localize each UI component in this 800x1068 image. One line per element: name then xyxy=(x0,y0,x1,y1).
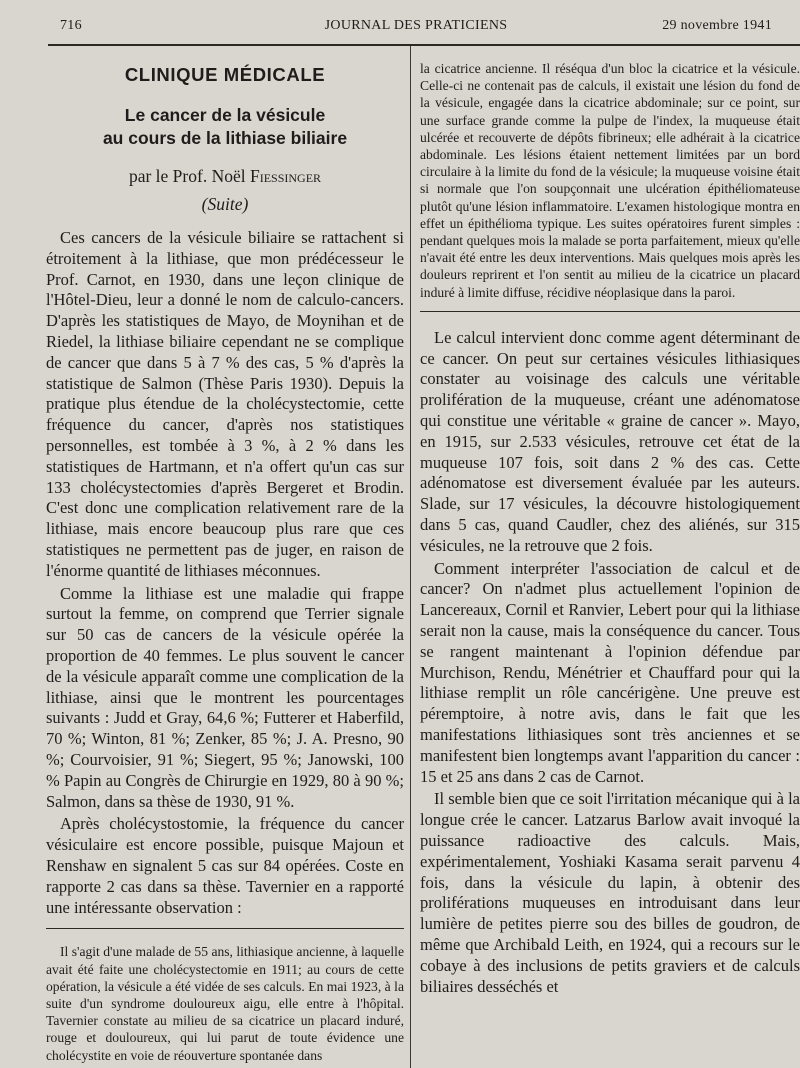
observation-end-rule xyxy=(420,311,800,312)
article-title-line-2: au cours de la lithiase biliaire xyxy=(102,128,348,148)
body-paragraph-3: Après cholécystostomie, la fréquence du cancer vésiculaire est encore possible, puisque Majoun et Renshaw en signalent 5 cas sur 84 opérées. Coste en rapporte 2 cas dans sa thèse. Tavernier en a rapporté une intéressante observation : xyxy=(46,814,404,917)
journal-title: JOURNAL DES PRATICIENS xyxy=(324,18,508,33)
byline-prefix: par le Prof. Noël xyxy=(128,166,246,186)
article-title xyxy=(46,104,404,150)
observation-rule xyxy=(46,928,404,929)
running-header xyxy=(60,18,772,40)
body-paragraph-6: Il semble bien que ce soit l'irritation mécanique qui à la longue crée le cancer. Latzarus Barlow avait invoqué la puissance radioactive des calculs. Mais, expérimentalement, Yoshiaki Kasama serait parvenu 4 fois, dans la vésicule du lapin, à obtenir des proliférations muqueuses en introduisant dans leur lumière de petites pierre sou des billes de goudron, de même que Archibald Leith, en 1924, qui a recours sur le cobaye à des inclusions de petits graviers et de calculs biliaires desséchés et xyxy=(420,789,800,996)
clinical-observation-continued: la cicatrice ancienne. Il réséqua d'un bloc la cicatrice et la vésicule. Celle-ci ne contenait pas de calculs, il existait une lésion du fond de la vésicule, engagée dans la cicatrice abdominale; sur ce point, sur une surface grande comme la pulpe de l'index, la muqueuse était ulcérée et recouverte de dépôts fibrineux; elle adhérait à la cicatrice abdominale. Les lésions étaient nettement limitées par un bord circulaire à la limite du fond de la vésicule; la muqueuse voisine était si normale que l'on soupçonnait une ulcération épithéliomateuse plutôt qu'une lésion inflammatoire. L'examen histologique montra en effet un épithélioma typique. Les suites opératoires furent simples : pendant quelques mois la malade se porta parfaitement, mieux qu'elle n'avait été entre les deux interventions. Mais quelques mois après les douleurs reprirent et l'on sentit au milieu de la cicatrice un placard induré à limite diffuse, récidive néoplasique dans la paroi. xyxy=(420,61,800,300)
byline xyxy=(46,166,404,190)
page-number: 716 xyxy=(60,18,82,33)
left-column xyxy=(46,56,404,1068)
issue-date: 29 novembre 1941 xyxy=(662,18,772,33)
byline-author: Fiessinger xyxy=(249,166,322,186)
column-divider xyxy=(410,46,411,1068)
continuation-note: (Suite) xyxy=(201,194,249,214)
body-paragraph-2: Comme la lithiase est une maladie qui frappe surtout la femme, on comprend que Terrier signale sur 50 cas de cancers de la vésicule opérée la proportion de 40 femmes. Le plus souvent le cancer de la vésicule apparaît comme une complication de la lithiase, ainsi que le montrent les pourcentages suivants : Judd et Gray, 64,6 %; Futterer et Haberfild, 70 %; Winton, 81 %; Zenker, 85 %; J. A. Presno, 90 %; Courvoisier, 91 %; Siegert, 95 %; Janowski, 100 % Papin au Congrès de Chirurgie en 1929, 80 à 90 %; Salmon, dans sa thèse de 1930, 91 %. xyxy=(46,583,404,811)
body-paragraph-4: Le calcul intervient donc comme agent déterminant de ce cancer. On peut sur certaines vésicules lithiasiques constater au voisinage des calculs une véritable prolifération de la muqueuse, créant une adénomatose qui constitue une véritable « graine de cancer ». Mayo, en 1915, sur 2.533 vésicules, retrouve cet état de la muqueuse 107 fois, soit dans 2 % des cas. Cette adénomatose est diversement évaluée par les auteurs. Slade, sur 17 vésicules, la découvre histologiquement dans 5 cas, quand Caudler, chez des aliénés, sur 315 vésicules, ne la retrouve que 2 fois. xyxy=(420,327,800,555)
right-column xyxy=(420,60,800,1068)
section-heading: CLINIQUE MÉDICALE xyxy=(124,64,326,85)
article-title-line-1: Le cancer de la vésicule xyxy=(124,105,326,125)
body-paragraph-5: Comment interpréter l'association de calcul et de cancer? On n'admet plus actuellement l'opinion de Lancereaux, Cornil et Ranvier, Lebert pour qui la lithiase serait non la cause, mais la conséquence du cancer. Tous se rangent maintenant à l'opinion défendue par Murchison, Rendu, Ménétrier et Chauffard pour qui la lithiase remplit un rôle cancérigène. Une preuve est péremptoire, à notre avis, dans le fait que les manifestations lithiasiques sont très anciennes et se manifestent bien longtemps avant l'apparition du cancer : 15 et 25 ans dans 2 cas de Carnot. xyxy=(420,558,800,786)
header-rule xyxy=(48,44,800,46)
clinical-observation: Il s'agit d'une malade de 55 ans, lithiasique ancienne, à laquelle avait été faite une cholécystectomie en 1911; au cours de cette opération, la vésicule a été vidée de ses calculs. En mai 1923, à la suite d'un syndrome douloureux aigu, elle entre à l'hôpital. Tavernier constate au milieu de sa cicatrice un placard induré, rouge et douloureux, qui lui parut de toute évidence une cholécystite en voie de réouverture spontanée dans xyxy=(46,944,404,1063)
body-paragraph-1: Ces cancers de la vésicule biliaire se rattachent si étroitement à la lithiase, que mon prédécesseur le Prof. Carnot, en 1930, dans une leçon clinique de l'Hôtel-Dieu, leur a donné le nom de calculo-cancers. D'après les statistiques de Mayo, de Moynihan et de Riedel, la lithiase biliaire cependant ne se complique de cancer que dans 5 à 7 % des cas, 5 % d'après la statistique de Salmon (Thèse Paris 1930). Depuis la pratique plus étendue de la cholécystectomie, cette fréquence du cancer, d'après nos statistiques personnelles, est tombée à 3 %, à 2 % dans les statistiques de Hartmann, et n'a offert qu'un cas sur 133 cholécystectomies d'après Bergeret et Brodin. C'est donc une complication relativement rare de la lithiase, mais encore beaucoup plus rare que ces statistiques ne permettent pas de juger, en raison de l'énorme quantité de lithiases méconnues. xyxy=(46,228,404,580)
